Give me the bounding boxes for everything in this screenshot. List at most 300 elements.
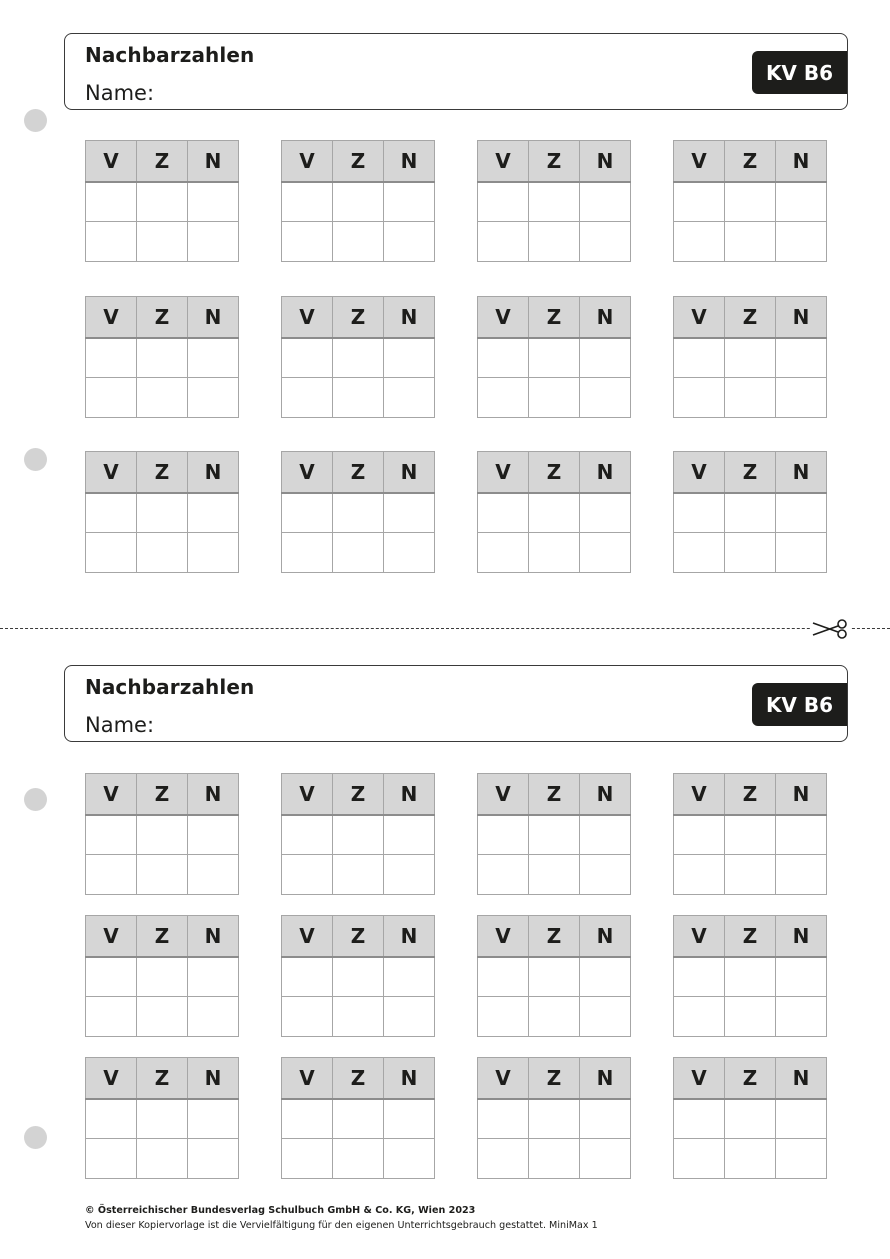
- answer-cell[interactable]: [776, 493, 827, 533]
- table-header-row: [282, 452, 435, 493]
- answer-cell[interactable]: [384, 1139, 435, 1179]
- answer-cell[interactable]: [776, 378, 827, 418]
- answer-cell[interactable]: [384, 815, 435, 855]
- answer-cell[interactable]: [725, 222, 776, 262]
- footer: [85, 1203, 598, 1233]
- column-header: V: [86, 774, 137, 815]
- column-header: N: [188, 297, 239, 338]
- answer-cell[interactable]: [674, 182, 725, 222]
- column-header: N: [580, 774, 631, 815]
- answer-cell[interactable]: [580, 1139, 631, 1179]
- punch-hole-icon: [24, 109, 47, 132]
- answer-cell[interactable]: [137, 493, 188, 533]
- vzn-table: [477, 915, 631, 1037]
- answer-cell[interactable]: [333, 815, 384, 855]
- column-header: Z: [333, 916, 384, 957]
- answer-cell[interactable]: [188, 815, 239, 855]
- answer-cell[interactable]: [776, 957, 827, 997]
- answer-cell[interactable]: [188, 1099, 239, 1139]
- table-header-row: [86, 774, 239, 815]
- table-row: [282, 855, 435, 895]
- table-header-row: [282, 1058, 435, 1099]
- table-header-row: [478, 141, 631, 182]
- answer-cell[interactable]: [282, 1139, 333, 1179]
- vzn-table: [281, 296, 435, 418]
- answer-cell[interactable]: [580, 815, 631, 855]
- answer-cell[interactable]: [529, 222, 580, 262]
- column-header: Z: [529, 774, 580, 815]
- answer-cell[interactable]: [333, 182, 384, 222]
- table-header-row: [478, 916, 631, 957]
- table-row: [674, 1099, 827, 1139]
- answer-cell[interactable]: [674, 855, 725, 895]
- vzn-table: [477, 451, 631, 573]
- column-header: N: [776, 774, 827, 815]
- answer-cell[interactable]: [137, 1099, 188, 1139]
- table-row: [86, 533, 239, 573]
- column-header: V: [674, 774, 725, 815]
- answer-cell[interactable]: [333, 338, 384, 378]
- answer-cell[interactable]: [725, 338, 776, 378]
- answer-cell[interactable]: [580, 997, 631, 1037]
- answer-cell[interactable]: [674, 338, 725, 378]
- answer-cell[interactable]: [478, 378, 529, 418]
- answer-cell[interactable]: [580, 957, 631, 997]
- answer-cell[interactable]: [776, 338, 827, 378]
- answer-cell[interactable]: [478, 222, 529, 262]
- table-row: [674, 182, 827, 222]
- answer-cell[interactable]: [188, 1139, 239, 1179]
- answer-cell[interactable]: [137, 182, 188, 222]
- column-header: Z: [333, 452, 384, 493]
- answer-cell[interactable]: [529, 533, 580, 573]
- table-row: [282, 533, 435, 573]
- answer-cell[interactable]: [674, 222, 725, 262]
- column-header: N: [384, 297, 435, 338]
- table-row: [86, 957, 239, 997]
- table-row: [86, 378, 239, 418]
- table-header-row: [674, 141, 827, 182]
- answer-cell[interactable]: [282, 997, 333, 1037]
- table-row: [282, 957, 435, 997]
- column-header: V: [674, 916, 725, 957]
- table-row: [282, 997, 435, 1037]
- answer-cell[interactable]: [282, 855, 333, 895]
- column-header: N: [776, 297, 827, 338]
- answer-cell[interactable]: [188, 338, 239, 378]
- column-header: N: [384, 141, 435, 182]
- column-header: V: [478, 452, 529, 493]
- vzn-table: [85, 296, 239, 418]
- answer-cell[interactable]: [478, 533, 529, 573]
- answer-cell[interactable]: [384, 1099, 435, 1139]
- answer-cell[interactable]: [580, 533, 631, 573]
- column-header: N: [580, 452, 631, 493]
- answer-cell[interactable]: [674, 533, 725, 573]
- answer-cell[interactable]: [384, 378, 435, 418]
- sheet-title: Nachbarzahlen: [85, 43, 255, 67]
- answer-cell[interactable]: [188, 378, 239, 418]
- vzn-table: [673, 140, 827, 262]
- answer-cell[interactable]: [580, 182, 631, 222]
- answer-cell[interactable]: [282, 378, 333, 418]
- column-header: V: [674, 1058, 725, 1099]
- column-header: Z: [137, 1058, 188, 1099]
- answer-cell[interactable]: [86, 855, 137, 895]
- column-header: V: [282, 1058, 333, 1099]
- answer-cell[interactable]: [188, 855, 239, 895]
- answer-cell[interactable]: [86, 338, 137, 378]
- answer-cell[interactable]: [478, 815, 529, 855]
- table-row: [86, 338, 239, 378]
- column-header: V: [86, 916, 137, 957]
- table-header-row: [86, 141, 239, 182]
- table-header-row: [86, 916, 239, 957]
- column-header: N: [188, 452, 239, 493]
- column-header: Z: [725, 297, 776, 338]
- table-row: [674, 378, 827, 418]
- table-header-row: [282, 297, 435, 338]
- vzn-table: [281, 1057, 435, 1179]
- column-header: N: [384, 774, 435, 815]
- vzn-table: [281, 915, 435, 1037]
- answer-cell[interactable]: [282, 533, 333, 573]
- answer-cell[interactable]: [580, 855, 631, 895]
- kv-badge: KV B6: [752, 51, 847, 94]
- column-header: N: [580, 297, 631, 338]
- table-header-row: [674, 1058, 827, 1099]
- cut-line: [0, 628, 890, 629]
- column-header: Z: [529, 916, 580, 957]
- footer-note: Von dieser Kopiervorlage ist die Vervielfältigung für den eigenen Unterrichtsgebrauch gestattet. MiniMax 1: [85, 1220, 598, 1231]
- answer-cell[interactable]: [725, 1139, 776, 1179]
- answer-cell[interactable]: [529, 1099, 580, 1139]
- column-header: Z: [333, 774, 384, 815]
- answer-cell[interactable]: [725, 1099, 776, 1139]
- table-row: [478, 815, 631, 855]
- answer-cell[interactable]: [725, 493, 776, 533]
- column-header: Z: [333, 1058, 384, 1099]
- column-header: N: [776, 916, 827, 957]
- column-header: N: [776, 1058, 827, 1099]
- answer-cell[interactable]: [282, 222, 333, 262]
- answer-cell[interactable]: [529, 378, 580, 418]
- answer-cell[interactable]: [384, 997, 435, 1037]
- answer-cell[interactable]: [725, 957, 776, 997]
- answer-cell[interactable]: [86, 997, 137, 1037]
- column-header: N: [580, 141, 631, 182]
- answer-cell[interactable]: [333, 1139, 384, 1179]
- answer-cell[interactable]: [529, 957, 580, 997]
- table-row: [674, 493, 827, 533]
- answer-cell[interactable]: [674, 815, 725, 855]
- answer-cell[interactable]: [384, 533, 435, 573]
- answer-cell[interactable]: [188, 222, 239, 262]
- answer-cell[interactable]: [580, 493, 631, 533]
- table-header-row: [86, 452, 239, 493]
- answer-cell[interactable]: [188, 493, 239, 533]
- column-header: V: [478, 774, 529, 815]
- table-row: [86, 997, 239, 1037]
- answer-cell[interactable]: [478, 957, 529, 997]
- answer-cell[interactable]: [776, 182, 827, 222]
- table-header-row: [86, 297, 239, 338]
- column-header: N: [384, 1058, 435, 1099]
- copyright-text: © Österreichischer Bundesverlag Schulbuch GmbH & Co. KG, Wien 2023: [85, 1205, 476, 1216]
- answer-cell[interactable]: [725, 533, 776, 573]
- column-header: V: [478, 916, 529, 957]
- answer-cell[interactable]: [86, 493, 137, 533]
- answer-cell[interactable]: [478, 1139, 529, 1179]
- column-header: Z: [529, 1058, 580, 1099]
- column-header: V: [478, 297, 529, 338]
- punch-hole-icon: [24, 448, 47, 471]
- answer-cell[interactable]: [188, 957, 239, 997]
- answer-cell[interactable]: [725, 815, 776, 855]
- answer-cell[interactable]: [529, 182, 580, 222]
- answer-cell[interactable]: [384, 957, 435, 997]
- table-row: [282, 1099, 435, 1139]
- vzn-table: [281, 140, 435, 262]
- column-header: N: [188, 774, 239, 815]
- table-row: [282, 182, 435, 222]
- column-header: V: [282, 916, 333, 957]
- table-row: [282, 493, 435, 533]
- answer-cell[interactable]: [137, 957, 188, 997]
- vzn-table: [477, 1057, 631, 1179]
- header-box: [64, 665, 848, 742]
- answer-cell[interactable]: [137, 338, 188, 378]
- table-row: [86, 1139, 239, 1179]
- answer-cell[interactable]: [529, 1139, 580, 1179]
- column-header: Z: [137, 916, 188, 957]
- answer-cell[interactable]: [674, 997, 725, 1037]
- answer-cell[interactable]: [333, 533, 384, 573]
- column-header: Z: [333, 141, 384, 182]
- column-header: Z: [529, 452, 580, 493]
- answer-cell[interactable]: [674, 493, 725, 533]
- table-row: [86, 182, 239, 222]
- table-header-row: [478, 774, 631, 815]
- answer-cell[interactable]: [580, 378, 631, 418]
- answer-cell[interactable]: [478, 338, 529, 378]
- column-header: N: [580, 916, 631, 957]
- answer-cell[interactable]: [384, 855, 435, 895]
- table-row: [86, 815, 239, 855]
- answer-cell[interactable]: [333, 493, 384, 533]
- column-header: V: [674, 141, 725, 182]
- answer-cell[interactable]: [282, 957, 333, 997]
- answer-cell[interactable]: [529, 997, 580, 1037]
- table-header-row: [282, 916, 435, 957]
- answer-cell[interactable]: [725, 378, 776, 418]
- column-header: V: [86, 452, 137, 493]
- answer-cell[interactable]: [478, 855, 529, 895]
- vzn-table: [673, 451, 827, 573]
- answer-cell[interactable]: [333, 222, 384, 262]
- answer-cell[interactable]: [478, 1099, 529, 1139]
- header-box: [64, 33, 848, 110]
- table-header-row: [478, 452, 631, 493]
- answer-cell[interactable]: [333, 1099, 384, 1139]
- punch-hole-icon: [24, 1126, 47, 1149]
- column-header: N: [384, 916, 435, 957]
- answer-cell[interactable]: [529, 493, 580, 533]
- answer-cell[interactable]: [529, 815, 580, 855]
- vzn-table: [673, 296, 827, 418]
- answer-cell[interactable]: [674, 1099, 725, 1139]
- vzn-table: [85, 915, 239, 1037]
- column-header: Z: [137, 452, 188, 493]
- answer-cell[interactable]: [776, 222, 827, 262]
- answer-cell[interactable]: [674, 1139, 725, 1179]
- column-header: Z: [137, 774, 188, 815]
- answer-cell[interactable]: [188, 997, 239, 1037]
- vzn-table: [477, 773, 631, 895]
- answer-cell[interactable]: [282, 182, 333, 222]
- answer-cell[interactable]: [86, 533, 137, 573]
- vzn-table: [85, 451, 239, 573]
- answer-cell[interactable]: [776, 855, 827, 895]
- table-header-row: [674, 297, 827, 338]
- answer-cell[interactable]: [333, 378, 384, 418]
- table-row: [478, 855, 631, 895]
- column-header: Z: [333, 297, 384, 338]
- column-header: Z: [137, 297, 188, 338]
- answer-cell[interactable]: [776, 533, 827, 573]
- vzn-table: [477, 296, 631, 418]
- sheet-title: Nachbarzahlen: [85, 675, 255, 699]
- vzn-table: [85, 1057, 239, 1179]
- column-header: V: [674, 452, 725, 493]
- column-header: V: [282, 141, 333, 182]
- answer-cell[interactable]: [580, 338, 631, 378]
- answer-cell[interactable]: [384, 493, 435, 533]
- punch-hole-icon: [24, 788, 47, 811]
- answer-cell[interactable]: [282, 1099, 333, 1139]
- column-header: V: [282, 452, 333, 493]
- answer-cell[interactable]: [137, 815, 188, 855]
- answer-cell[interactable]: [725, 997, 776, 1037]
- answer-cell[interactable]: [725, 855, 776, 895]
- table-row: [86, 493, 239, 533]
- column-header: Z: [529, 297, 580, 338]
- answer-cell[interactable]: [333, 957, 384, 997]
- answer-cell[interactable]: [282, 338, 333, 378]
- column-header: N: [188, 141, 239, 182]
- answer-cell[interactable]: [384, 338, 435, 378]
- table-row: [282, 1139, 435, 1179]
- table-row: [674, 815, 827, 855]
- table-row: [674, 533, 827, 573]
- answer-cell[interactable]: [188, 533, 239, 573]
- column-header: Z: [725, 141, 776, 182]
- table-header-row: [674, 774, 827, 815]
- column-header: N: [776, 141, 827, 182]
- scissors-icon: [810, 617, 850, 641]
- table-header-row: [86, 1058, 239, 1099]
- column-header: V: [478, 1058, 529, 1099]
- answer-cell[interactable]: [674, 957, 725, 997]
- answer-cell[interactable]: [137, 1139, 188, 1179]
- answer-cell[interactable]: [86, 1099, 137, 1139]
- column-header: V: [674, 297, 725, 338]
- answer-cell[interactable]: [776, 1139, 827, 1179]
- answer-cell[interactable]: [384, 222, 435, 262]
- answer-cell[interactable]: [137, 533, 188, 573]
- answer-cell[interactable]: [188, 182, 239, 222]
- answer-cell[interactable]: [478, 493, 529, 533]
- table-row: [478, 533, 631, 573]
- answer-cell[interactable]: [86, 378, 137, 418]
- table-row: [86, 855, 239, 895]
- table-row: [86, 1099, 239, 1139]
- column-header: Z: [725, 452, 776, 493]
- answer-cell[interactable]: [478, 997, 529, 1037]
- answer-cell[interactable]: [137, 855, 188, 895]
- table-header-row: [282, 141, 435, 182]
- answer-cell[interactable]: [86, 222, 137, 262]
- column-header: V: [86, 297, 137, 338]
- answer-cell[interactable]: [137, 378, 188, 418]
- answer-cell[interactable]: [529, 855, 580, 895]
- table-row: [282, 338, 435, 378]
- answer-cell[interactable]: [282, 493, 333, 533]
- column-header: N: [776, 452, 827, 493]
- answer-cell[interactable]: [725, 182, 776, 222]
- answer-cell[interactable]: [333, 997, 384, 1037]
- column-header: N: [188, 916, 239, 957]
- answer-cell[interactable]: [776, 1099, 827, 1139]
- vzn-table: [85, 140, 239, 262]
- table-row: [674, 338, 827, 378]
- answer-cell[interactable]: [333, 855, 384, 895]
- answer-cell[interactable]: [137, 997, 188, 1037]
- table-header-row: [674, 916, 827, 957]
- answer-cell[interactable]: [86, 1139, 137, 1179]
- table-row: [674, 222, 827, 262]
- table-header-row: [282, 774, 435, 815]
- table-header-row: [674, 452, 827, 493]
- table-row: [282, 222, 435, 262]
- answer-cell[interactable]: [282, 815, 333, 855]
- table-row: [282, 815, 435, 855]
- answer-cell[interactable]: [776, 997, 827, 1037]
- table-row: [674, 1139, 827, 1179]
- answer-cell[interactable]: [580, 1099, 631, 1139]
- answer-cell[interactable]: [137, 222, 188, 262]
- column-header: Z: [529, 141, 580, 182]
- answer-cell[interactable]: [529, 338, 580, 378]
- answer-cell[interactable]: [86, 182, 137, 222]
- table-row: [478, 997, 631, 1037]
- column-header: V: [86, 141, 137, 182]
- answer-cell[interactable]: [86, 957, 137, 997]
- answer-cell[interactable]: [478, 182, 529, 222]
- answer-cell[interactable]: [384, 182, 435, 222]
- table-row: [86, 222, 239, 262]
- answer-cell[interactable]: [776, 815, 827, 855]
- table-row: [478, 1099, 631, 1139]
- name-label: Name:: [85, 713, 155, 737]
- table-row: [674, 855, 827, 895]
- column-header: N: [188, 1058, 239, 1099]
- kv-badge: KV B6: [752, 683, 847, 726]
- answer-cell[interactable]: [86, 815, 137, 855]
- answer-cell[interactable]: [674, 378, 725, 418]
- column-header: Z: [725, 774, 776, 815]
- answer-cell[interactable]: [580, 222, 631, 262]
